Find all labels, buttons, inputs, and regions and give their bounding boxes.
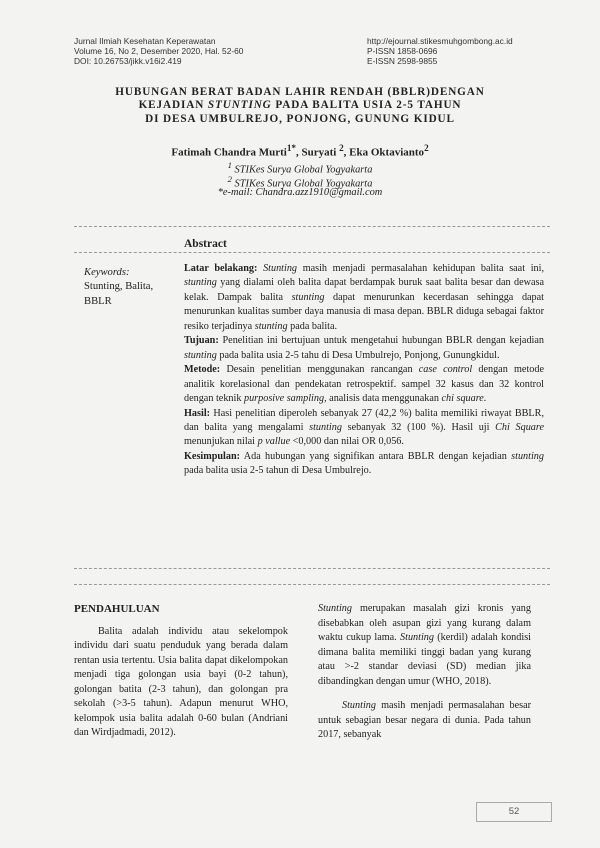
keywords-value: Stunting, Balita, BBLR (84, 281, 154, 307)
background-text-1: masih menjadi permasalahan kehidupan balita saat ini, (297, 263, 544, 274)
author-2: , Suryati (296, 146, 340, 159)
title-line-1: HUBUNGAN BERAT BADAN LAHIR RENDAH (BBLR)DENGAN (115, 86, 485, 98)
method-em-3: chi square. (441, 393, 487, 405)
journal-eissn: E-ISSN 2598-9855 (367, 56, 438, 67)
journal-name: Jurnal Ilmiah Kesehatan Keperawatan (74, 36, 216, 46)
abstract-aim (184, 334, 544, 363)
journal-header-right (367, 36, 513, 67)
background-text-2: yang dialami oleh balita dapat berdampak buruk saat balita besar dan dewasa kelak. Dampak balita (184, 277, 544, 303)
aim-text-1: Penelitian ini bertujuan untuk mengetahui hubungan BBLR dengan kejadian (218, 335, 544, 347)
aim-label: Tujuan: (184, 335, 219, 347)
author-3: , Eka Oktavianto (343, 146, 425, 159)
aim-em: stunting (184, 349, 217, 361)
abstract-conclusion (184, 450, 544, 479)
title-line-2-post: PADA BALITA USIA 2-5 TAHUN (271, 99, 462, 112)
affiliation-1-sup: 1 (227, 160, 232, 170)
para3-em: Stunting (342, 700, 376, 711)
body-right-column (318, 602, 531, 743)
body-top-divider (74, 584, 550, 585)
para2-em-1: Stunting (318, 603, 352, 614)
background-label: Latar belakang: (184, 263, 258, 274)
abstract-head-divider (74, 252, 550, 253)
author-2-sup: 2 (339, 143, 344, 153)
background-em-1: Stunting (257, 263, 298, 274)
results-text-3: menunjukan nilai (184, 436, 258, 448)
method-text-2: dengan metode analitik korelasional dan pendekatan retrospektif. sampel 32 kasus dan 32 kontrol dengan teknik (184, 364, 544, 405)
journal-header-left (74, 36, 243, 67)
background-em-3: stunting (291, 291, 325, 303)
paper-title (60, 86, 540, 126)
abstract-results (184, 407, 544, 450)
conclusion-text-1: Ada hubungan yang signifikan antara BBLR dengan kejadian (240, 450, 512, 462)
journal-url[interactable]: http://ejournal.stikesmuhgombong.ac.id (367, 36, 513, 46)
journal-pissn: P-ISSN 1858-0696 (367, 46, 438, 57)
background-em-2: stunting (184, 277, 217, 289)
method-text-1: Desain penelitian menggunakan rancangan (220, 364, 419, 376)
intro-paragraph-1: Balita adalah individu atau sekelompok individu dari suatu penduduk yang berada dalam rentan usia tertentu. Usia balita dapat dikelompokan menjadi tiga golongan usia bayi (0-2 tahun), golongan batita (2-3 tahun), dan golongan pra sekolah (>3-5 tahun). Adapun menurut WHO, kelompok usia balita adalah 0-60 bulan (Andriani dan Wirdjadmadi, 2012). (74, 625, 288, 738)
intro-paragraph-3 (318, 699, 531, 743)
author-list (60, 143, 540, 159)
author-3-sup: 2 (424, 143, 429, 153)
abstract-bottom-divider (74, 568, 550, 569)
method-text-3: analisis data menggunakan (326, 393, 442, 405)
page-number: 52 (476, 802, 552, 822)
author-1-sup: 1* (286, 143, 296, 153)
title-line-3: DI DESA UMBULREJO, PONJONG, GUNUNG KIDUL (145, 112, 455, 125)
affiliation-2-text: STIKes Surya Global Yogyakarta (231, 178, 373, 190)
aim-text-2: pada balita usia 2-5 tahu di Desa Umbulrejo, Ponjong, Gunungkidul. (216, 349, 500, 361)
author-email[interactable]: *e-mail: Chandra.azz1910@gmail.com (217, 187, 383, 198)
affiliation-2-sup: 2 (227, 174, 232, 184)
abstract-method (184, 363, 544, 406)
results-label: Hasil: (184, 407, 211, 419)
para3-text: masih menjadi permasalahan besar untuk sebagian besar negara di dunia. Pada tahun 2017, sebanyak (318, 700, 531, 740)
method-em-2: purposive sampling, (243, 393, 327, 405)
results-text-1: Hasi penelitian diperoleh sebanyak 27 (42,2 %) balita memiliki riwayat BBLR, dan balita yang mengalami (184, 407, 544, 433)
journal-volume: Volume 16, No 2, Desember 2020, Hal. 52-60 (74, 46, 244, 57)
title-line-2-italic: STUNTING (207, 99, 272, 112)
conclusion-label: Kesimpulan: (184, 450, 241, 462)
results-em-2: Chi Square (495, 421, 545, 433)
background-em-4: stunting (254, 320, 288, 332)
background-text-4: pada balita. (287, 320, 338, 332)
para2-text-1: merupakan masalah gizi kronis yang disebabkan oleh asupan gizi yang kurang dalam waktu cukup lama. (318, 603, 531, 643)
abstract-body (184, 262, 544, 479)
body-left-column (74, 602, 288, 741)
results-text-4: <0,000 dan nilai OR 0,056. (290, 436, 404, 448)
results-em-1: stunting (309, 421, 342, 433)
keywords-block (84, 266, 174, 309)
conclusion-text-2: pada balita usia 2-5 tahun di Desa Umbulrejo. (184, 465, 372, 477)
section-heading-introduction: PENDAHULUAN (74, 603, 160, 615)
abstract-heading: Abstract (184, 238, 227, 250)
background-text-3: dapat menurunkan kecerdasan sehingga dapat menurunkan kualitas sumber daya manusia di masa depan. BBLR diduga sebagai faktor resiko terjadinya (184, 291, 544, 332)
method-label: Metode: (184, 364, 221, 376)
method-em-1: case control (418, 364, 473, 376)
para2-text-2: (kerdil) adalah kondisi dimana balita memiliki tinggi badan yang kurang atau >-2 standar deviasi (SD) median jika dibandingkan dengan umur (WHO, 2018). (318, 632, 531, 687)
author-1: Fatimah Chandra Murti (171, 146, 287, 159)
results-text-2: sebanyak 32 (100 %). Hasil uji (341, 421, 496, 433)
results-em-3: p vallue (257, 436, 291, 448)
keywords-label: Keywords: (84, 267, 130, 278)
para2-em-2: Stunting (400, 632, 434, 643)
affiliation-1-text: STIKes Surya Global Yogyakarta (231, 164, 373, 176)
journal-doi: DOI: 10.26753/jikk.v16i2.419 (74, 56, 182, 67)
title-line-2 (60, 99, 540, 112)
abstract-background (184, 262, 544, 334)
intro-paragraph-2 (318, 602, 531, 689)
abstract-top-divider (74, 226, 550, 227)
conclusion-em: stunting (511, 450, 544, 462)
title-line-2-pre: KEJADIAN (138, 99, 208, 112)
